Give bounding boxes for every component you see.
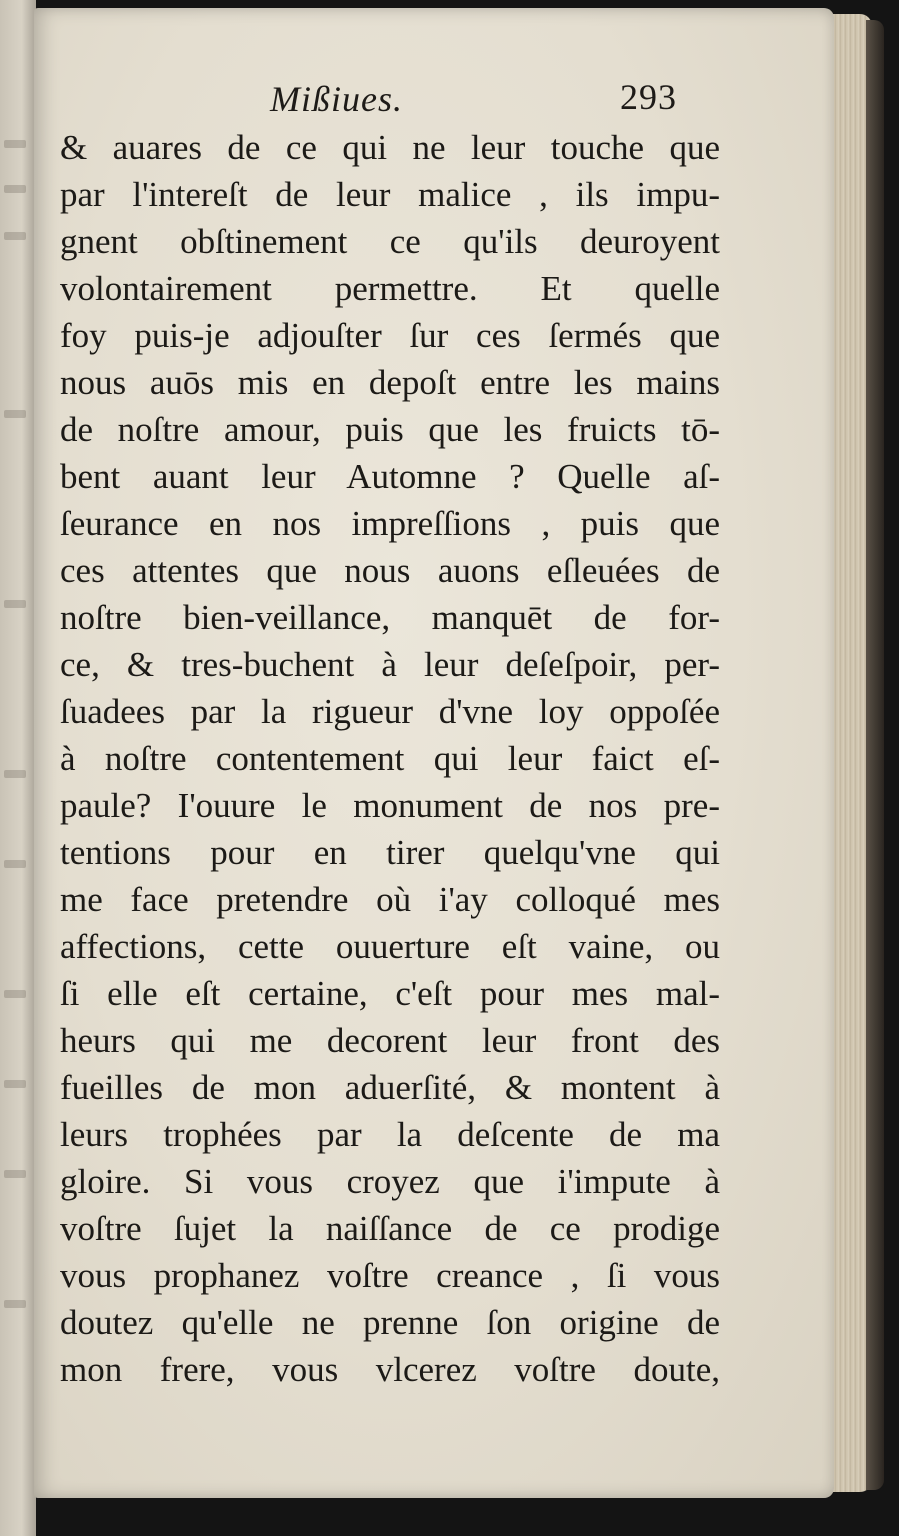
book-cover-edge [866,20,884,1490]
text-line: leurs trophées par la deſcente de ma [60,1115,720,1154]
text-line: ces attentes que nous auons eſleuées de [60,551,720,590]
text-line: volontairement permettre. Et quelle [60,269,720,308]
running-head: Mißiues. [270,79,403,119]
text-line: mon frere, vous vlcerez voſtre doute, [60,1350,720,1389]
text-line: & auares de ce qui ne leur touche que [60,128,720,167]
text-line: doutez qu'elle ne prenne ſon origine de [60,1303,720,1342]
text-line: me face pretendre où i'ay colloqué mes [60,880,720,919]
text-line: noſtre bien-veillance, manquēt de for- [60,598,720,637]
text-line: voſtre ſujet la naiſſance de ce prodige [60,1209,720,1248]
text-line: tentions pour en tirer quelqu'vne qui [60,833,720,872]
text-line: nous auōs mis en depoſt entre les mains [60,363,720,402]
text-line: ce, & tres-buchent à leur deſeſpoir, per- [60,645,720,684]
text-line: paule? I'ouure le monument de nos pre- [60,786,720,825]
text-line: affections, cette ouuerture eſt vaine, ou [60,927,720,966]
text-line: ſi elle eſt certaine, c'eſt pour mes mal- [60,974,720,1013]
text-line: vous prophanez voſtre creance , ſi vous [60,1256,720,1295]
page-number: 293 [620,77,677,117]
previous-page-edge [0,0,36,1536]
body-text [60,124,720,1393]
text-line: par l'intereſt de leur malice , ils impu- [60,175,720,214]
text-line: bent auant leur Automne ? Quelle aſ- [60,457,720,496]
text-line: gloire. Si vous croyez que i'impute à [60,1162,720,1201]
text-line: gnent obſtinement ce qu'ils deuroyent [60,222,720,261]
text-line: ſuadees par la rigueur d'vne loy oppoſée [60,692,720,731]
text-line: à noſtre contentement qui leur faict eſ- [60,739,720,778]
text-line: heurs qui me decorent leur front des [60,1021,720,1060]
text-line: fueilles de mon aduerſité, & montent à [60,1068,720,1107]
text-line: foy puis-je adjouſter ſur ces ſermés que [60,316,720,355]
text-line: de noſtre amour, puis que les fruicts tō- [60,410,720,449]
text-line: ſeurance en nos impreſſions , puis que [60,504,720,543]
